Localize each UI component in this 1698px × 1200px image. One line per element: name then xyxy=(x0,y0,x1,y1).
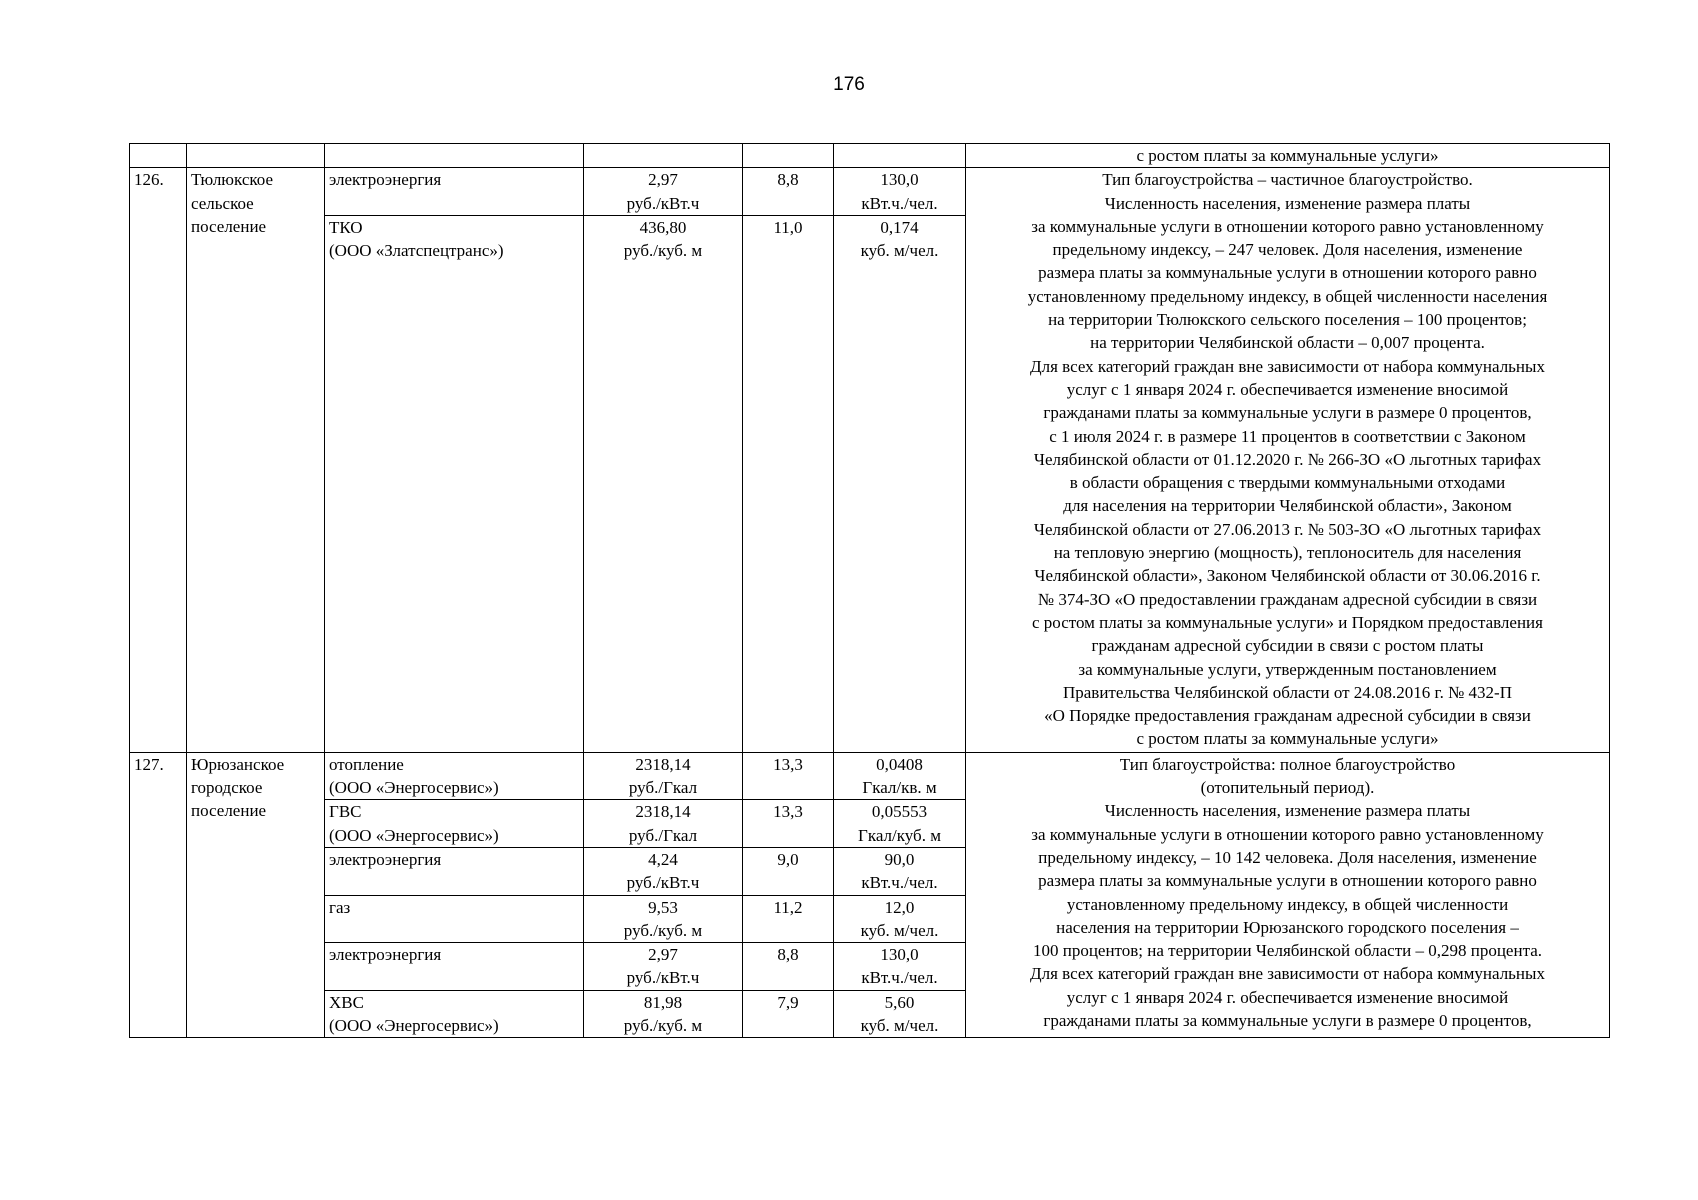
norm-line: 130,0 xyxy=(880,945,919,965)
norm-line: куб. м/чел. xyxy=(860,920,939,940)
description-line: на территории Челябинской области – 0,007 процента. xyxy=(1090,333,1485,353)
table-row xyxy=(130,168,1610,216)
tariff-cell xyxy=(584,215,743,752)
description-line: 100 процентов; на территории Челябинской области – 0,298 процента. xyxy=(1032,941,1543,961)
service-name-line: отопление xyxy=(329,754,404,774)
norm-line: куб. м/чел. xyxy=(860,1016,939,1036)
description-line: размера платы за коммунальные услуги в отношении которого равно xyxy=(1038,263,1537,283)
description-line: услуг с 1 января 2024 г. обеспечивается изменение вносимой xyxy=(1066,987,1509,1007)
service-name-line: ГВС xyxy=(329,802,362,822)
service-name xyxy=(325,847,584,895)
tariff-cell xyxy=(584,990,743,1038)
index-cell: 11,0 xyxy=(743,215,834,752)
index-cell: 8,8 xyxy=(743,943,834,991)
tariff-line: 2,97 xyxy=(648,945,678,965)
tariff-line: руб./кВт.ч xyxy=(626,968,700,988)
norm-cell xyxy=(834,990,966,1038)
description-line: услуг с 1 января 2024 г. обеспечивается изменение вносимой xyxy=(1066,379,1509,399)
norm-line: 90,0 xyxy=(884,849,915,869)
tariff-line: руб./Гкал xyxy=(628,778,698,798)
service-name xyxy=(325,895,584,943)
norm-line: 130,0 xyxy=(880,170,919,190)
service-name xyxy=(325,800,584,848)
service-name-line: ХВС xyxy=(329,992,364,1012)
index-cell: 13,3 xyxy=(743,752,834,800)
description-line: за коммунальные услуги в отношении которого равно установленному xyxy=(1031,216,1544,236)
service-name-line: электроэнергия xyxy=(329,945,442,965)
description-line: размера платы за коммунальные услуги в отношении которого равно xyxy=(1038,871,1537,891)
empty-cell xyxy=(325,144,584,168)
empty-cell xyxy=(743,144,834,168)
norm-cell xyxy=(834,215,966,752)
description-line: Численность населения, изменение размера платы xyxy=(1104,193,1471,213)
description-line: за коммунальные услуги, утвержденным постановлением xyxy=(1078,659,1497,679)
tariff-cell xyxy=(584,847,743,895)
description-cell xyxy=(966,168,1610,752)
description-line: № 374-ЗО «О предоставлении гражданам адресной субсидии в связи xyxy=(1037,589,1538,609)
norm-line: кВт.ч./чел. xyxy=(861,968,938,988)
settlement-name-line: Юрюзанское xyxy=(191,754,285,774)
description-line: (отопительный период). xyxy=(1200,778,1375,798)
norm-line: Гкал/кв. м xyxy=(862,778,937,798)
tariff-line: 436,80 xyxy=(639,217,687,237)
description-line: Тип благоустройства: полное благоустройство xyxy=(1119,754,1456,774)
service-name xyxy=(325,752,584,800)
norm-cell xyxy=(834,895,966,943)
description-cell: с ростом платы за коммунальные услуги» xyxy=(966,144,1610,168)
table-row xyxy=(130,144,1610,168)
tariff-line: 2,97 xyxy=(648,170,678,190)
empty-cell xyxy=(834,144,966,168)
service-name xyxy=(325,168,584,216)
row-number: 126. xyxy=(130,168,187,752)
empty-cell xyxy=(130,144,187,168)
description-line: Челябинской области от 01.12.2020 г. № 266-ЗО «О льготных тарифах xyxy=(1033,449,1542,469)
description-line: с 1 июля 2024 г. в размере 11 процентов в соответствии с Законом xyxy=(1049,426,1526,446)
page-number: 176 xyxy=(833,74,865,95)
description-line: гражданами платы за коммунальные услуги в размере 0 процентов, xyxy=(1043,1011,1532,1031)
norm-cell xyxy=(834,943,966,991)
tariff-cell xyxy=(584,752,743,800)
description-line: Для всех категорий граждан вне зависимости от набора коммунальных xyxy=(1030,964,1545,984)
empty-cell xyxy=(584,144,743,168)
tariff-line: 2318,14 xyxy=(635,754,691,774)
tariff-line: руб./куб. м xyxy=(623,920,703,940)
description-line: гражданами платы за коммунальные услуги в размере 0 процентов, xyxy=(1043,403,1532,423)
row-number: 127. xyxy=(130,752,187,1038)
settlement-name-line: городское xyxy=(191,778,263,798)
index-cell: 9,0 xyxy=(743,847,834,895)
description-line: предельному индексу, – 247 человек. Доля населения, изменение xyxy=(1052,240,1523,260)
service-name-line: (ООО «Энергосервис») xyxy=(329,1016,499,1036)
tariff-line: руб./кВт.ч xyxy=(626,193,700,213)
norm-line: куб. м/чел. xyxy=(860,241,939,261)
norm-cell xyxy=(834,847,966,895)
description-line: установленному предельному индексу, в общей численности xyxy=(1066,894,1509,914)
description-line: в области обращения с твердыми коммунальными отходами xyxy=(1069,473,1506,493)
description-line: населения на территории Юрюзанского городского поселения – xyxy=(1056,917,1519,937)
norm-line: 12,0 xyxy=(884,897,915,917)
service-name-line: электроэнергия xyxy=(329,170,442,190)
index-cell: 13,3 xyxy=(743,800,834,848)
table-body xyxy=(130,144,1610,1038)
service-name xyxy=(325,215,584,752)
norm-line: кВт.ч./чел. xyxy=(861,873,938,893)
description-line: Численность населения, изменение размера платы xyxy=(1104,801,1471,821)
service-name xyxy=(325,990,584,1038)
description-line: для населения на территории Челябинской области», Законом xyxy=(1063,496,1512,516)
settlement-name xyxy=(187,752,325,1038)
description-line: Тип благоустройства – частичное благоустройство. xyxy=(1102,170,1473,190)
description-line: с ростом платы за коммунальные услуги» и Порядком предоставления xyxy=(1032,612,1543,632)
norm-line: 0,05553 xyxy=(871,802,928,822)
tariff-line: руб./куб. м xyxy=(623,241,703,261)
description-line: Правительства Челябинской области от 24.08.2016 г. № 432-П xyxy=(1062,682,1512,702)
settlement-name-line: поселение xyxy=(191,801,267,821)
description-line: Челябинской области от 27.06.2013 г. № 503-ЗО «О льготных тарифах xyxy=(1033,519,1542,539)
tariff-line: 81,98 xyxy=(643,992,683,1012)
tariff-line: 9,53 xyxy=(648,897,678,917)
service-name-line: электроэнергия xyxy=(329,849,442,869)
settlement-name-line: Тюлюкское xyxy=(191,170,274,190)
norm-line: 5,60 xyxy=(884,992,915,1012)
tariff-line: 2318,14 xyxy=(635,802,691,822)
description-line: Для всех категорий граждан вне зависимости от набора коммунальных xyxy=(1030,356,1545,376)
norm-line: кВт.ч./чел. xyxy=(861,193,938,213)
settlement-name-line: сельское xyxy=(191,193,254,213)
description-line: на тепловую энергию (мощность), теплоноситель для населения xyxy=(1053,543,1522,563)
norm-line: 0,0408 xyxy=(876,754,923,774)
service-name-line: (ООО «Энергосервис») xyxy=(329,778,499,798)
tariff-line: руб./куб. м xyxy=(623,1016,703,1036)
service-name-line: (ООО «Энергосервис») xyxy=(329,825,499,845)
description-line: гражданам адресной субсидии в связи с ростом платы xyxy=(1091,636,1484,656)
settlement-name-line: поселение xyxy=(191,216,267,236)
service-name-line: ТКО xyxy=(329,217,363,237)
norm-cell xyxy=(834,800,966,848)
service-name-line: газ xyxy=(329,897,351,917)
tariff-line: 4,24 xyxy=(648,849,678,869)
description-line: с ростом платы за коммунальные услуги» xyxy=(1136,729,1439,749)
tariff-cell xyxy=(584,895,743,943)
norm-cell xyxy=(834,168,966,216)
description-cell xyxy=(966,752,1610,1038)
tariff-line: руб./Гкал xyxy=(628,825,698,845)
index-cell: 11,2 xyxy=(743,895,834,943)
index-cell: 8,8 xyxy=(743,168,834,216)
description-line: установленному предельному индексу, в общей численности населения xyxy=(1027,286,1548,306)
settlement-name xyxy=(187,168,325,752)
description-line: на территории Тюлюкского сельского поселения – 100 процентов; xyxy=(1048,310,1527,330)
table-row xyxy=(130,752,1610,800)
norm-line: 0,174 xyxy=(880,217,919,237)
description-line: Челябинской области», Законом Челябинской области от 30.06.2016 г. xyxy=(1034,566,1541,586)
service-name xyxy=(325,943,584,991)
tariff-table xyxy=(129,143,1610,1038)
norm-cell xyxy=(834,752,966,800)
tariff-cell xyxy=(584,168,743,216)
tariff-line: руб./кВт.ч xyxy=(626,873,700,893)
description-line: за коммунальные услуги в отношении которого равно установленному xyxy=(1031,824,1544,844)
description-line: предельному индексу, – 10 142 человека. Доля населения, изменение xyxy=(1038,847,1537,867)
norm-line: Гкал/куб. м xyxy=(858,825,941,845)
tariff-cell xyxy=(584,943,743,991)
tariff-cell xyxy=(584,800,743,848)
index-cell: 7,9 xyxy=(743,990,834,1038)
service-name-line: (ООО «Златспецтранс») xyxy=(329,241,504,261)
empty-cell xyxy=(187,144,325,168)
description-line: «О Порядке предоставления гражданам адресной субсидии в связи xyxy=(1044,706,1531,726)
